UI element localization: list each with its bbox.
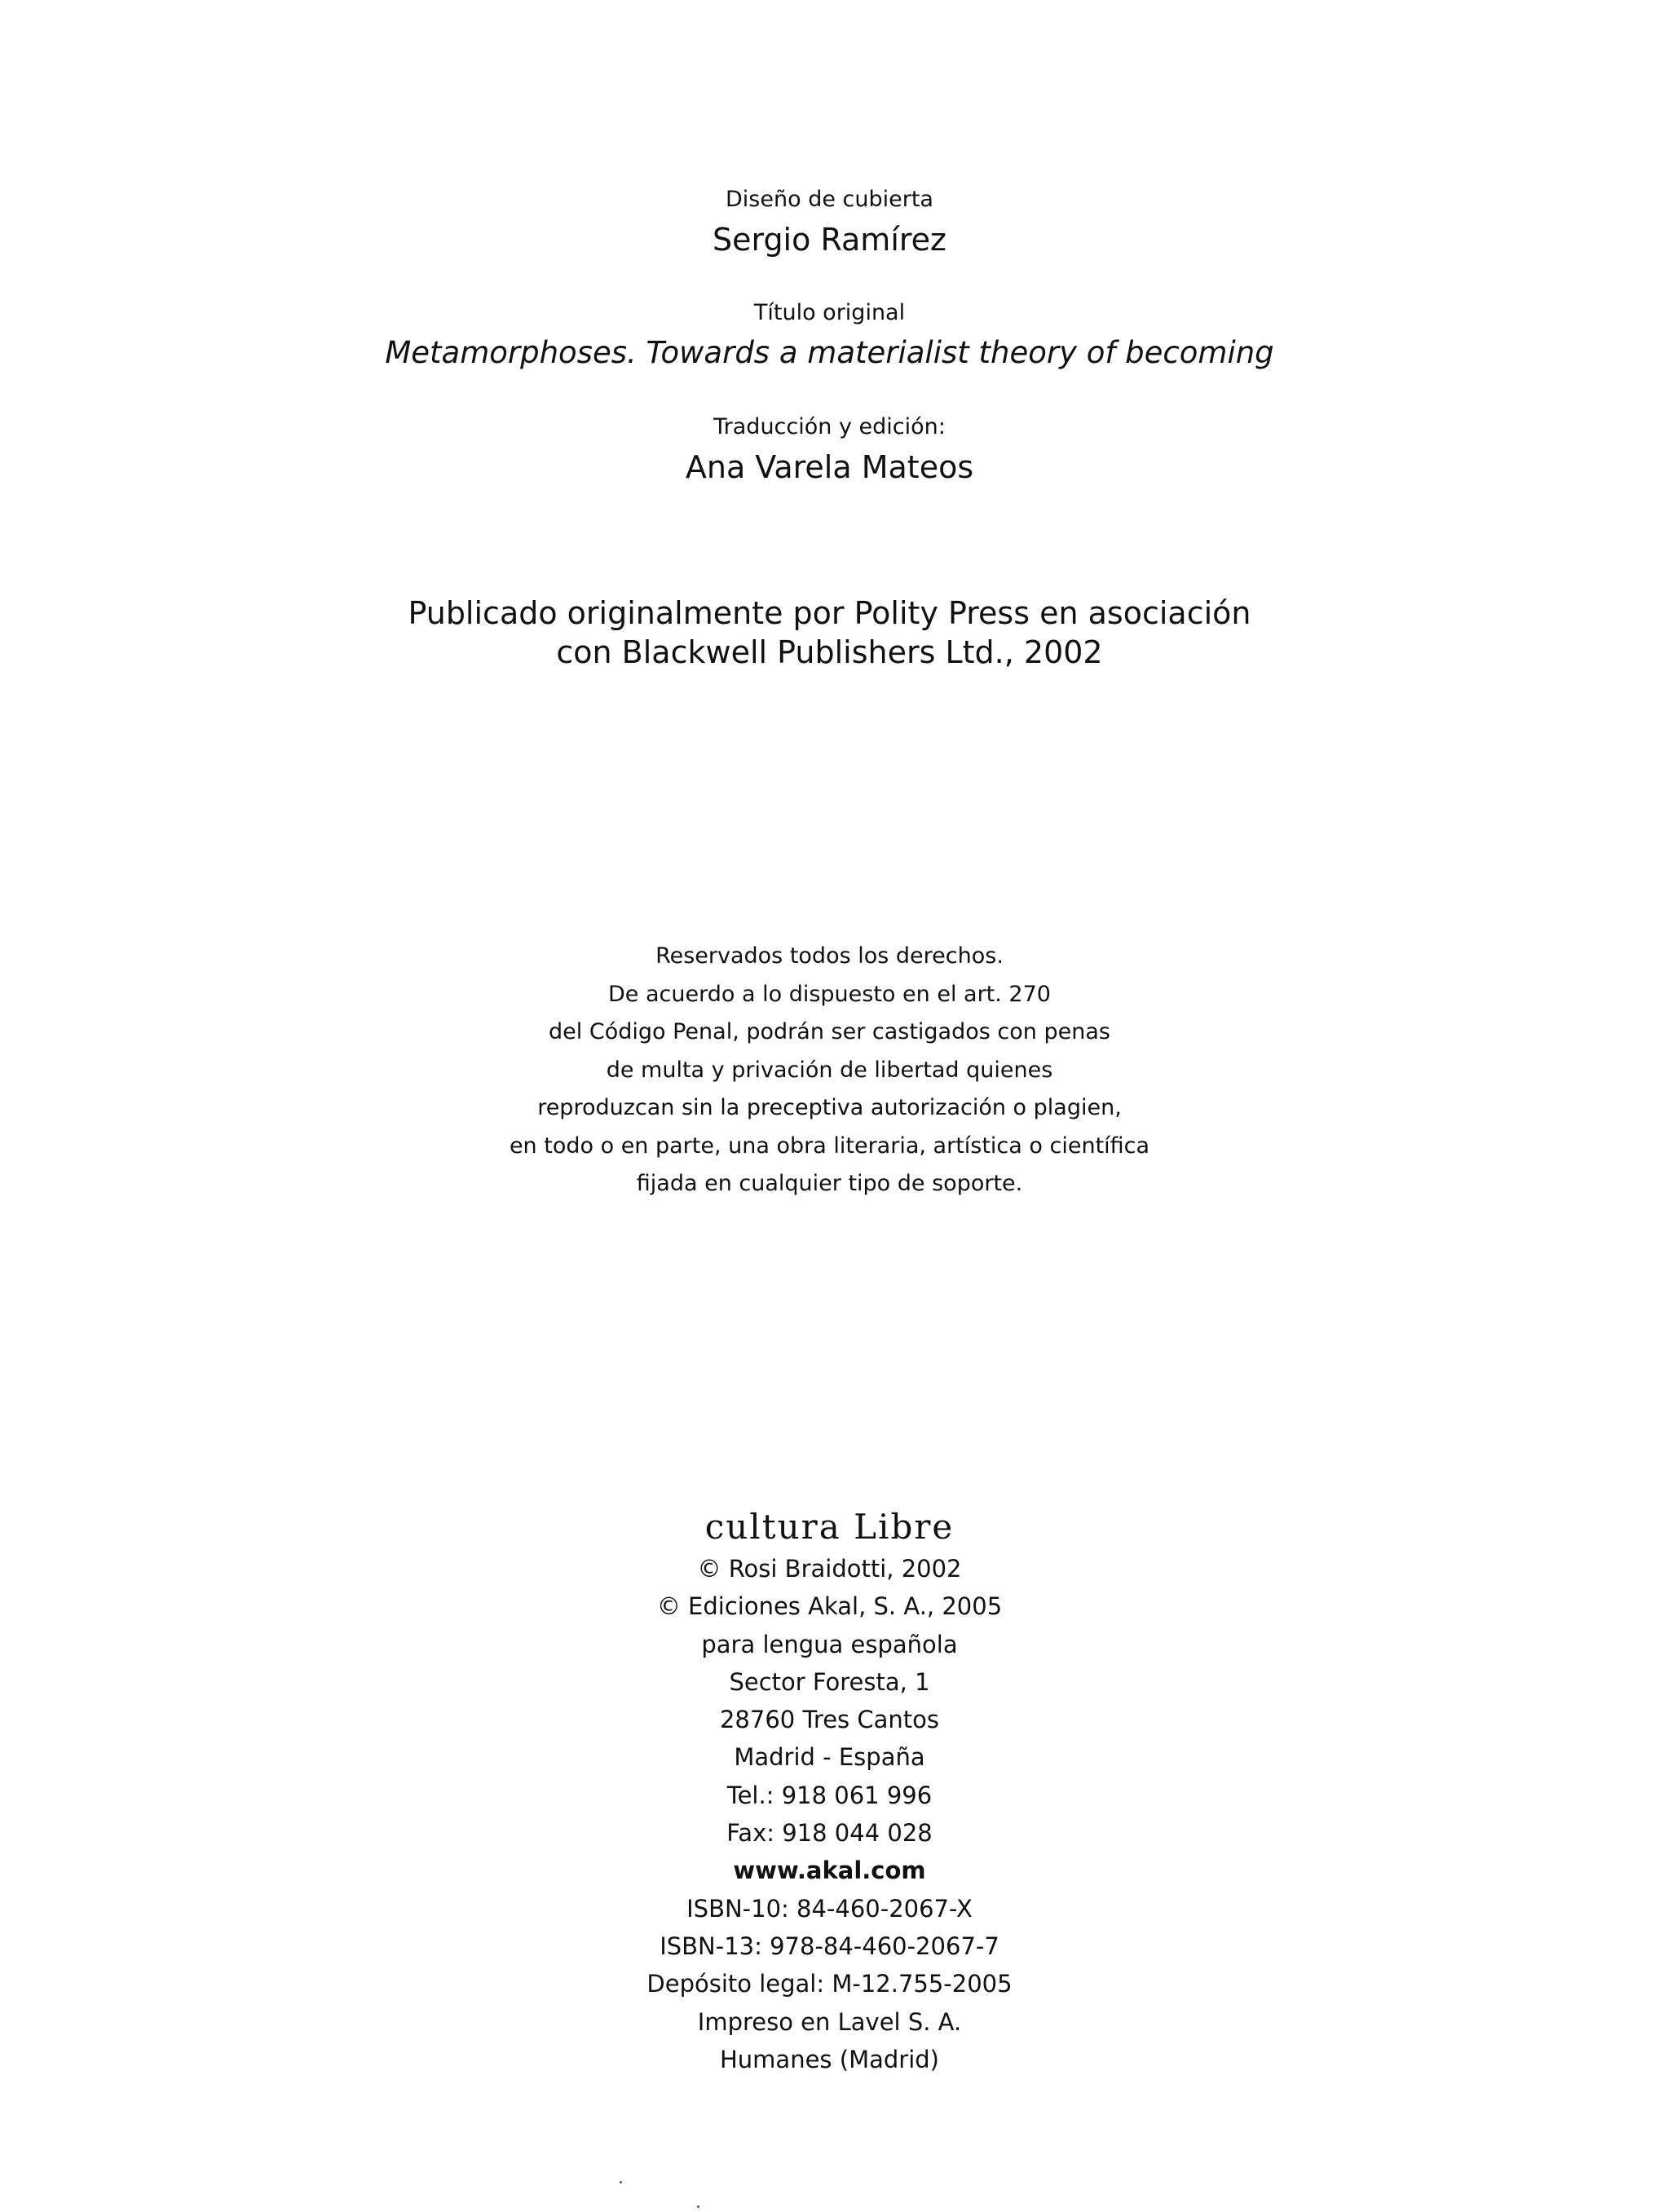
- series-name: cultura Libre: [704, 1507, 955, 1547]
- original-title-credit: [0, 294, 1659, 374]
- cover-design-credit: [0, 181, 1659, 261]
- imprint-line: Sector Foresta, 1: [729, 1667, 930, 1696]
- website: www.akal.com: [733, 1857, 926, 1885]
- cover-designer-name: Sergio Ramírez: [712, 222, 946, 258]
- isbn-13: ISBN-13: 978-84-460-2067-7: [660, 1932, 999, 1960]
- imprint-line: © Ediciones Akal, S. A., 2005: [656, 1592, 1003, 1621]
- translator-name: Ana Varela Mateos: [685, 449, 974, 485]
- isbn-10: ISBN-10: 84-460-2067-X: [686, 1894, 973, 1923]
- imprint-line: Madrid - España: [734, 1743, 925, 1772]
- rights-notice: [0, 938, 1659, 1203]
- publication-note: [0, 594, 1659, 672]
- imprint-line: para lengua española: [701, 1630, 958, 1658]
- translation-label: Traducción y edición:: [713, 414, 946, 439]
- legal-deposit: Depósito legal: M-12.755-2005: [646, 1970, 1013, 1998]
- rights-line: reproduzcan sin la preceptiva autorización o plagien,: [537, 1095, 1122, 1120]
- rights-line: de multa y privación de libertad quienes: [606, 1057, 1053, 1083]
- scan-speck: [620, 2181, 622, 2183]
- rights-line: De acuerdo a lo dispuesto en el art. 270: [608, 981, 1051, 1007]
- imprint-line: © Rosi Braidotti, 2002: [697, 1555, 962, 1583]
- translation-credit: [0, 408, 1659, 488]
- scan-speck: [697, 2205, 699, 2208]
- original-title: Metamorphoses. Towards a materialist theory of becoming: [385, 335, 1274, 370]
- rights-line: fijada en cualquier tipo de soporte.: [636, 1171, 1023, 1196]
- rights-line: en todo o en parte, una obra literaria, artística o científica: [509, 1132, 1150, 1159]
- publication-line-2: con Blackwell Publishers Ltd., 2002: [556, 634, 1103, 670]
- imprint-line: Tel.: 918 061 996: [726, 1781, 933, 1809]
- cover-design-label: Diseño de cubierta: [726, 187, 933, 212]
- imprint-line: Fax: 918 044 028: [726, 1819, 933, 1848]
- imprint-block: [0, 1504, 1659, 2078]
- original-title-label: Título original: [753, 300, 906, 325]
- printer: Impreso en Lavel S. A.: [697, 2007, 962, 2036]
- rights-line: Reservados todos los derechos.: [655, 943, 1004, 969]
- publication-line-1: Publicado originalmente por Polity Press en asociación: [408, 595, 1251, 631]
- imprint-line: 28760 Tres Cantos: [719, 1706, 939, 1734]
- printer-location: Humanes (Madrid): [720, 2045, 939, 2073]
- rights-line: del Código Penal, podrán ser castigados con penas: [549, 1019, 1110, 1044]
